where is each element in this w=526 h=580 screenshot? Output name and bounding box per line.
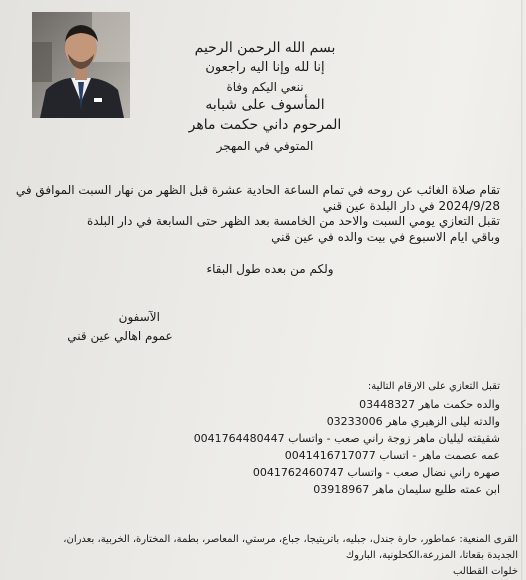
quran-verse: إنا لله وإنا اليه راجعون [205, 60, 325, 75]
condolence-times-line: تقبل التعازي يومي السبت والاحد من الخامسة بعد الظهر حتى السابعة في دار البلدة [87, 214, 500, 228]
portrait-photo [32, 12, 130, 118]
condolence-home-line: وباقي ايام الاسبوع في بيت والده في عين قني [271, 230, 500, 244]
contact-line: عمه عصمت ماهر - اتساب 0041416717077 [284, 449, 500, 462]
death-announcement: ننعي اليكم وفاة [226, 80, 304, 94]
contact-line: شقيقته ليليان ماهر زوجة راني صعب - واتساب 0041764480447 [193, 432, 500, 445]
signature-names: عموم اهالي عين قني [67, 329, 173, 343]
villages-line: القرى المنعية: عماطور، حارة جندل، جبليه، باتريتيجا، جباع، مرستي، المعاصر، بطمة، المختارة، الخربية، بعدران، [63, 534, 518, 545]
prayer-date-line: 2024/9/28 في دار البلدة عين قني [322, 199, 500, 213]
basmala: بسم الله الرحمن الرحيم [194, 40, 336, 56]
contact-line: والدته ليلى الزهيري ماهر 03233006 [326, 415, 500, 428]
paper-edge [521, 0, 524, 580]
contact-line: ابن عمته طليع سليمان ماهر 03918967 [313, 483, 500, 496]
closing-phrase: ولكم من بعده طول البقاء [206, 262, 334, 276]
signature-title: الآسفون [118, 310, 160, 324]
death-place: المتوفي في المهجر [216, 139, 314, 153]
contact-line: والده حكمت ماهر 03448327 [359, 398, 500, 411]
prayer-details-line: تقام صلاة الغائب عن روحه في تمام الساعة الحادية عشرة قبل الظهر من نهار السبت الموافق في [15, 183, 500, 197]
villages-line: خلوات القطالب [452, 566, 518, 577]
contact-line: صهره راني نضال صعب - واتساب 0041762460747 [252, 466, 500, 479]
contacts-heading: تقبل التعازي على الارقام التالية: [367, 381, 500, 392]
villages-line: الجديدة بقعاتا، المزرعة،الكحلونية، الباروك [345, 550, 518, 561]
mourning-phrase: المأسوف على شبابه [205, 97, 325, 113]
deceased-name: المرحوم داني حكمت ماهر [188, 117, 342, 133]
